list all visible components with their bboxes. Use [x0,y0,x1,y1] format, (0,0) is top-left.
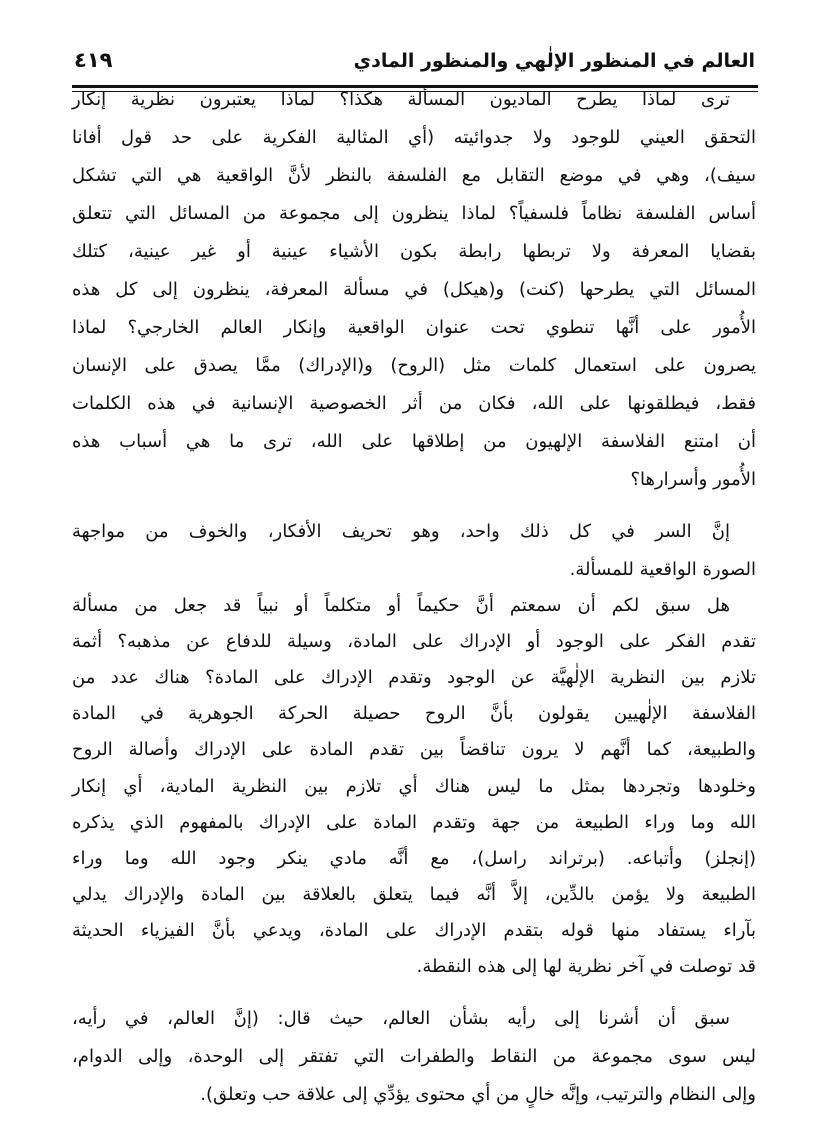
text-line: الفلاسفة الإلٰهيين يقولون بأنَّ الروح حصيلة الحركة الجوهرية في المادة [72,703,756,725]
text-line: بقضايا المعرفة ولا تربطها رابطة بكون الأشياء عينية أو غير عينية، كتلك [72,241,756,262]
text-line: إنَّ السر في كل ذلك واحد، وهو تحريف الأفكار، والخوف من مواجهة [72,521,730,542]
text-line: هل سبق لكم أن سمعتم أنَّ حكيماً أو متكلماً أو نبياً قد جعل من مسألة [72,595,730,616]
text-line: تلازم بين النظرية الإلٰهيَّة عن الوجود وتقدم الإدراك على المادة؟ هناك عدد من [72,667,756,689]
text-line: أساس الفلسفة نظاماً فلسفياً؟ لماذا ينظرون إلى مجموعة من المسائل التي تتعلق [72,203,756,224]
text-line: وخلودها وتجردها بمثل ما ليس هناك أي تلازم بين النظرية المادية، أي إنكار [72,775,756,797]
text-line: سيف)، وهي في موضع التقابل مع الفلسفة بالنظر لأنَّ الواقعية هي التي تشكل [72,165,756,186]
text-line: المسائل التي يطرحها (كنت) و(هيكل) في مسألة المعرفة، ينظرون إلى كل هذه [72,279,756,300]
text-line: الصورة الواقعية للمسألة. [569,559,756,580]
header-title: العالم في المنظور الإلٰهي والمنظور المادي [353,50,755,72]
text-line: سبق أن أشرنا إلى رأيه بشأن العالم، حيث قال: (إنَّ العالم، في رأيه، [72,1008,730,1029]
text-line: الأُمور على أنَّها تنطوي تحت عنوان الواقعية وإنكار العالم الخارجي؟ لماذا [72,317,756,338]
text-line: الله وما وراء الطبيعة من جهة وتقدم المادة على الإدراك بالمفهوم الذي يذكره [72,811,756,833]
text-line: التحقق العيني للوجود ولا جدوائيته (أي المثالية الفكرية على حد قول أفانا [72,127,756,148]
text-line: بآراء يستفاد منها قوله بتقدم الإدراك على المادة، ويدعي بأنَّ الفيزياء الحديثة [72,919,756,941]
text-line: ترى لماذا يطرح الماديون المسألة هكذا؟ لماذا يعتبرون نظرية إنكار [72,89,730,110]
text-line: أن امتنع الفلاسفة الإلهيون من إطلاقها على الله، ترى ما هي أسباب هذه [72,431,756,452]
text-line: والطبيعة، كما أنَّهم لا يرون تناقضاً بين تقدم المادة على الإدراك وأصالة الروح [72,739,756,761]
text-line: قد توصلت في آخر نظرية لها إلى هذه النقطة. [416,956,756,977]
text-line: فقط، فيطلقونها على الله، فكان من أثر الخصوصية الإنسانية في هذه الكلمات [72,393,756,414]
text-line: الطبيعة ولا يؤمن بالدِّين، إلاَّ أنَّه فيما يتعلق بالعلاقة بين المادة والإدراك يدلي [72,883,756,905]
text-line: وإلى النظام والترتيب، وإنَّه خالٍ من أي محتوى يؤدِّي إلى علاقة حب وتعلق). [200,1084,756,1105]
text-line: الأُمور وأسرارها؟ [630,469,756,490]
page-number: ٤١٩ [74,48,113,72]
text-line: يصرون على استعمال كلمات مثل (الروح) و(الإدراك) ممَّا يصدق على الإنسان [72,355,756,376]
text-line: تقدم الفكر على الوجود أو الإدراك على المادة، وسيلة للدفاع عن مذهبه؟ أثمة [72,631,756,653]
text-line: (إنجلز) وأتباعه. (برتراند راسل)، مع أنَّه مادي ينكر وجود الله وما وراء [72,847,756,869]
text-line: ليس سوى مجموعة من النقاط والطفرات التي تفتقر إلى الوحدة، وإلى الدوام، [72,1046,756,1067]
